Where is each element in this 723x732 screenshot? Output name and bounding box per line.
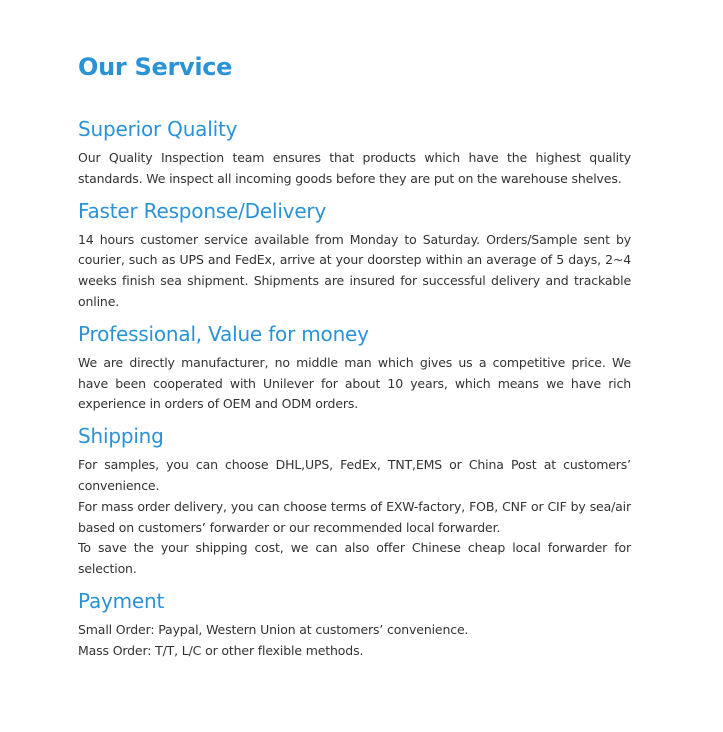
section-heading: Faster Response/Delivery: [78, 198, 327, 223]
section-paragraph: We are directly manufacturer, no middle man which gives us a competitive price. We have been cooperated with Unilever for about 10 years, which means we have rich experience in orders of OEM and ODM orders.: [78, 354, 631, 412]
section-faster-response-delivery: [78, 198, 631, 313]
section-paragraph: Mass Order: T/T, L/C or other flexible methods.: [78, 642, 364, 658]
section-paragraph: For mass order delivery, you can choose terms of EXW-factory, FOB, CNF or CIF by sea/air based on customers’ forwarder or our recommended local forwarder.: [78, 498, 631, 535]
section-professional-value: [78, 321, 631, 415]
page-title: Our Service: [78, 53, 233, 81]
section-paragraph: 14 hours customer service available from Monday to Saturday. Orders/Sample sent by courier, such as UPS and FedEx, arrive at your doorstep within an average of 5 days, 2~4 weeks finish sea shipment. Shipments are insured for successful delivery and trackable online.: [78, 231, 631, 309]
section-paragraph: For samples, you can choose DHL,UPS, FedEx, TNT,EMS or China Post at customers’ convenience.: [78, 457, 631, 493]
service-page: [78, 52, 631, 662]
section-heading: Professional, Value for money: [78, 321, 369, 346]
section-heading: Superior Quality: [78, 117, 238, 141]
section-paragraph: To save the your shipping cost, we can also offer Chinese cheap local forwarder for selection.: [78, 540, 631, 577]
service-sections: [78, 116, 631, 662]
section-heading: Shipping: [78, 424, 164, 449]
section-superior-quality: [78, 116, 631, 190]
section-paragraph: Small Order: Paypal, Western Union at customers’ convenience.: [78, 621, 469, 637]
section-heading: Payment: [78, 588, 165, 613]
section-shipping: [78, 423, 631, 580]
section-payment: [78, 588, 631, 662]
section-paragraph: Our Quality Inspection team ensures that products which have the highest quality standards. We inspect all incoming goods before they are put on the warehouse shelves.: [78, 150, 631, 186]
